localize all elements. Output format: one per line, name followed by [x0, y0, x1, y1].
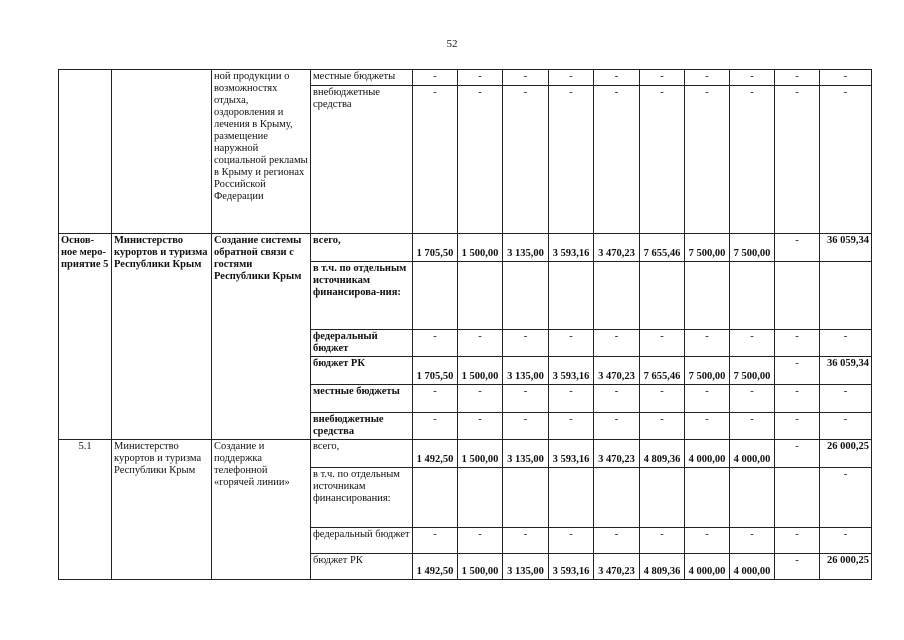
year-amount-cell — [503, 262, 549, 330]
year-amount-cell: 3 470,23 — [594, 554, 640, 580]
year-amount-cell: 4 000,00 — [685, 440, 730, 468]
year-amount-cell: 1 705,50 — [413, 357, 458, 385]
year-amount-cell: - — [685, 385, 730, 413]
funding-source-cell: бюджет РК — [311, 554, 413, 580]
year-amount-cell: - — [458, 528, 503, 554]
year-amount-cell: - — [594, 528, 640, 554]
executor-cell: Министерство курортов и туризма Республики Крым — [112, 440, 212, 580]
year-amount-cell: - — [775, 385, 820, 413]
year-amount-cell: 1 492,50 — [413, 554, 458, 580]
funding-source-cell: всего, — [311, 234, 413, 262]
year-amount-cell: - — [549, 86, 594, 234]
year-amount-cell — [594, 468, 640, 528]
year-amount-cell: - — [549, 413, 594, 440]
year-amount-cell — [685, 468, 730, 528]
year-amount-cell: - — [775, 528, 820, 554]
year-amount-cell: - — [730, 528, 775, 554]
year-amount-cell: - — [458, 86, 503, 234]
year-amount-cell: 1 500,00 — [458, 440, 503, 468]
year-amount-cell: - — [458, 70, 503, 86]
year-amount-cell: - — [775, 554, 820, 580]
year-amount-cell: - — [685, 413, 730, 440]
table-row — [59, 440, 872, 468]
year-amount-cell: - — [413, 70, 458, 86]
year-amount-cell: 7 655,46 — [640, 234, 685, 262]
year-amount-cell — [413, 262, 458, 330]
year-amount-cell: - — [413, 330, 458, 357]
executor-cell: Министерство курортов и туризма Республики Крым — [112, 234, 212, 440]
total-amount-cell: - — [820, 330, 872, 357]
total-amount-cell: - — [820, 528, 872, 554]
year-amount-cell: - — [730, 86, 775, 234]
year-amount-cell: 3 593,16 — [549, 554, 594, 580]
year-amount-cell: - — [775, 330, 820, 357]
year-amount-cell: - — [730, 385, 775, 413]
year-amount-cell — [458, 468, 503, 528]
measure-number-cell: 5.1 — [59, 440, 112, 580]
funding-source-cell: федеральный бюджет — [311, 528, 413, 554]
year-amount-cell: - — [775, 357, 820, 385]
year-amount-cell: - — [413, 528, 458, 554]
year-amount-cell: 1 500,00 — [458, 234, 503, 262]
total-amount-cell: - — [820, 413, 872, 440]
year-amount-cell: - — [640, 70, 685, 86]
funding-source-cell: внебюджетные средства — [311, 413, 413, 440]
year-amount-cell: - — [503, 528, 549, 554]
funding-source-cell: федеральный бюджет — [311, 330, 413, 357]
year-amount-cell: 1 500,00 — [458, 357, 503, 385]
year-amount-cell — [549, 468, 594, 528]
year-amount-cell: - — [413, 86, 458, 234]
year-amount-cell: 3 135,00 — [503, 440, 549, 468]
year-amount-cell: - — [685, 86, 730, 234]
year-amount-cell: - — [549, 330, 594, 357]
year-amount-cell: 7 500,00 — [685, 234, 730, 262]
year-amount-cell: - — [458, 330, 503, 357]
total-amount-cell: 26 000,25 — [820, 440, 872, 468]
year-amount-cell — [594, 262, 640, 330]
year-amount-cell — [458, 262, 503, 330]
year-amount-cell: - — [640, 413, 685, 440]
year-amount-cell: - — [640, 528, 685, 554]
year-amount-cell: 4 000,00 — [685, 554, 730, 580]
year-amount-cell: - — [549, 385, 594, 413]
year-amount-cell: - — [640, 86, 685, 234]
year-amount-cell: - — [685, 330, 730, 357]
year-amount-cell: - — [594, 70, 640, 86]
year-amount-cell: 3 135,00 — [503, 357, 549, 385]
year-amount-cell: 1 500,00 — [458, 554, 503, 580]
year-amount-cell: 3 470,23 — [594, 440, 640, 468]
measure-number-cell: Основ-ное меро-приятие 5 — [59, 234, 112, 440]
year-amount-cell: - — [503, 385, 549, 413]
year-amount-cell: - — [549, 528, 594, 554]
year-amount-cell: 7 655,46 — [640, 357, 685, 385]
year-amount-cell: 3 135,00 — [503, 554, 549, 580]
year-amount-cell: 3 593,16 — [549, 440, 594, 468]
total-amount-cell: - — [820, 70, 872, 86]
year-amount-cell: 3 470,23 — [594, 234, 640, 262]
year-amount-cell: - — [775, 440, 820, 468]
description-cell: ной продукции о возможностях отдыха, оздоровления и лечения в Крыму, размещение наружной социальной рекламы в Крыму и регионах Российской Федерации — [212, 70, 311, 234]
total-amount-cell: - — [820, 86, 872, 234]
year-amount-cell: 3 593,16 — [549, 234, 594, 262]
table-row — [59, 234, 872, 262]
year-amount-cell — [549, 262, 594, 330]
year-amount-cell: - — [594, 86, 640, 234]
funding-source-cell: в т.ч. по отдельным источникам финансирования: — [311, 468, 413, 528]
year-amount-cell: - — [775, 86, 820, 234]
funding-source-cell: всего, — [311, 440, 413, 468]
year-amount-cell: - — [594, 385, 640, 413]
year-amount-cell: - — [640, 330, 685, 357]
funding-source-cell: внебюджетные средства — [311, 86, 413, 234]
year-amount-cell: 4 809,36 — [640, 554, 685, 580]
year-amount-cell: - — [730, 70, 775, 86]
budget-table — [58, 69, 872, 580]
measure-name-cell: Создание системы обратной связи с гостями Республики Крым — [212, 234, 311, 440]
year-amount-cell: 7 500,00 — [730, 357, 775, 385]
table-row — [59, 70, 872, 86]
funding-source-cell: местные бюджеты — [311, 385, 413, 413]
measure-name-cell: Создание и поддержка телефонной «горячей линии» — [212, 440, 311, 580]
year-amount-cell: - — [458, 413, 503, 440]
funding-source-cell: местные бюджеты — [311, 70, 413, 86]
executor-cell — [112, 70, 212, 234]
year-amount-cell: - — [730, 330, 775, 357]
year-amount-cell: - — [640, 385, 685, 413]
year-amount-cell: - — [685, 528, 730, 554]
total-amount-cell: - — [820, 468, 872, 528]
year-amount-cell: - — [730, 413, 775, 440]
year-amount-cell: 4 809,36 — [640, 440, 685, 468]
total-amount-cell — [820, 262, 872, 330]
funding-source-cell: в т.ч. по отдельным источникам финансирова-ния: — [311, 262, 413, 330]
page-number: 52 — [446, 38, 458, 50]
year-amount-cell: - — [594, 330, 640, 357]
year-amount-cell: - — [503, 70, 549, 86]
year-amount-cell: - — [685, 70, 730, 86]
year-amount-cell — [413, 468, 458, 528]
year-amount-cell: 1 492,50 — [413, 440, 458, 468]
year-amount-cell — [503, 468, 549, 528]
year-amount-cell: 7 500,00 — [685, 357, 730, 385]
year-amount-cell: - — [775, 234, 820, 262]
year-amount-cell: - — [503, 330, 549, 357]
year-amount-cell: 1 705,50 — [413, 234, 458, 262]
year-amount-cell: - — [458, 385, 503, 413]
year-amount-cell — [730, 468, 775, 528]
year-amount-cell — [640, 262, 685, 330]
year-amount-cell: - — [413, 385, 458, 413]
year-amount-cell: - — [775, 70, 820, 86]
year-amount-cell: - — [503, 86, 549, 234]
year-amount-cell — [685, 262, 730, 330]
year-amount-cell: 3 135,00 — [503, 234, 549, 262]
year-amount-cell: - — [413, 413, 458, 440]
year-amount-cell: 4 000,00 — [730, 440, 775, 468]
year-amount-cell — [775, 262, 820, 330]
total-amount-cell: 36 059,34 — [820, 357, 872, 385]
total-amount-cell: 36 059,34 — [820, 234, 872, 262]
total-amount-cell: 26 000,25 — [820, 554, 872, 580]
year-amount-cell: 3 470,23 — [594, 357, 640, 385]
year-amount-cell: 4 000,00 — [730, 554, 775, 580]
year-amount-cell: - — [775, 413, 820, 440]
year-amount-cell: - — [549, 70, 594, 86]
year-amount-cell — [775, 468, 820, 528]
measure-number-cell — [59, 70, 112, 234]
total-amount-cell: - — [820, 385, 872, 413]
year-amount-cell: 3 593,16 — [549, 357, 594, 385]
year-amount-cell: - — [594, 413, 640, 440]
funding-source-cell: бюджет РК — [311, 357, 413, 385]
year-amount-cell — [730, 262, 775, 330]
year-amount-cell: 7 500,00 — [730, 234, 775, 262]
year-amount-cell: - — [503, 413, 549, 440]
year-amount-cell — [640, 468, 685, 528]
